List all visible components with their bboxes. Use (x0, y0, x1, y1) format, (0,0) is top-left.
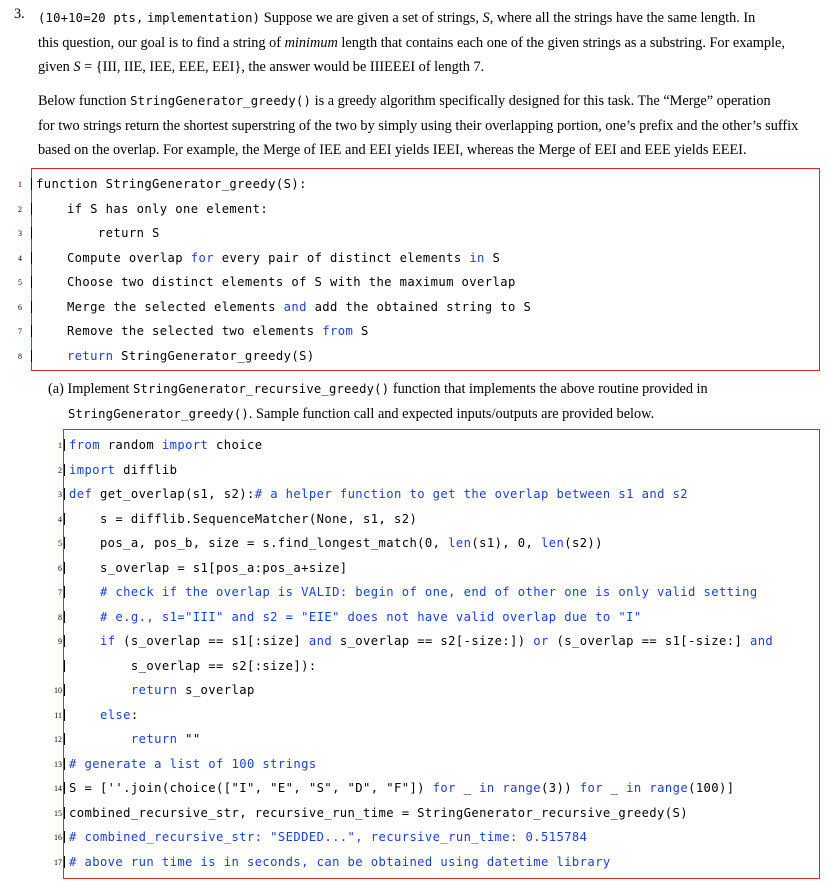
keyword-token: or (533, 634, 549, 648)
code-line (69, 682, 255, 698)
code-token (69, 708, 100, 722)
code-token: (100)] (688, 781, 735, 795)
part-a-text-3: . Sample function call and expected inputs/outputs are provided below. (248, 405, 655, 422)
code-line-number: 8 (58, 612, 62, 622)
keyword-token: for (432, 781, 456, 795)
code-gutter-rule (64, 513, 65, 525)
code-line-number: 1 (58, 441, 62, 450)
code-token: combined_recursive_str, recursive_run_time = StringGenerator_recursive_greedy(S) (69, 805, 688, 820)
keyword-token: from (322, 324, 354, 338)
func-name-inline: StringGenerator_greedy() (130, 94, 312, 108)
keyword-token: import (69, 462, 116, 477)
code-line-number: 14 (54, 784, 62, 793)
code-line-number: 2 (58, 465, 62, 475)
code-gutter-rule (64, 807, 65, 819)
comment-token: # generate a list of 100 strings (69, 756, 317, 771)
code-line (69, 854, 611, 870)
code-token (69, 610, 100, 624)
pseudocode-frame (31, 168, 820, 371)
pseudocode-gutter-rule (31, 301, 32, 313)
func-greedy-inline: StringGenerator_greedy() (68, 406, 249, 421)
comment-token: # above run time is in seconds, can be obtained using datetime library (69, 854, 611, 869)
code-token: S = [''.join(choice(["I", "E", "S", "D", "F"]) (69, 781, 433, 795)
pseudocode-line (36, 225, 160, 241)
pseudocode-gutter-rule (31, 350, 32, 362)
pseudocode-line-number: 4 (18, 253, 22, 263)
code-token (69, 732, 131, 746)
code-gutter-rule (64, 831, 65, 843)
intro-line2-b: length that contains each one of the given strings as a substring. For example, (337, 34, 785, 51)
question-points: (10+10=20 pts, (38, 11, 144, 25)
code-line-number: 16 (54, 833, 62, 842)
keyword-token: and (283, 299, 307, 314)
set-symbol-2: S (73, 59, 81, 75)
code-gutter-rule (64, 611, 65, 623)
code-line (69, 633, 773, 649)
code-line-number: 6 (58, 563, 62, 573)
part-a-text-1: Implement (67, 381, 133, 397)
pseudocode-line (36, 176, 307, 192)
pseudocode-gutter-rule (31, 227, 32, 239)
pseudocode-gutter-rule (31, 325, 32, 337)
p2-text-b: is a greedy algorithm specifically designed for this task. The “Merge” operation (311, 93, 771, 109)
code-token (69, 634, 100, 648)
code-line (69, 486, 688, 502)
code-line (69, 658, 317, 674)
part-a-text (48, 377, 818, 426)
func-recursive-inline: StringGenerator_recursive_greedy() (132, 382, 390, 396)
code-gutter-rule (64, 635, 65, 647)
code-line (69, 707, 139, 723)
pseudocode-gutter-rule (31, 252, 32, 264)
code-line-number: 9 (58, 637, 62, 646)
code-gutter-rule (64, 439, 65, 451)
keyword-token: range (502, 781, 542, 795)
pseudocode-line-number: 6 (18, 302, 22, 312)
code-token: (3)) (541, 781, 580, 795)
code-gutter-rule (64, 709, 65, 721)
keyword-token: and (749, 634, 774, 648)
keyword-token: range (649, 781, 689, 795)
code-token: : (130, 707, 139, 722)
code-token: function StringGenerator_greedy(S): (36, 177, 307, 191)
part-a-text-2: function that implements the above routine provided in (389, 381, 708, 397)
keyword-token: in (469, 250, 485, 265)
code-line-number: 15 (54, 808, 62, 818)
code-line-number: 10 (54, 686, 62, 695)
code-gutter-rule (64, 464, 65, 476)
code-gutter-rule (64, 782, 65, 794)
greedy-description (38, 89, 818, 163)
code-line-number: 4 (58, 514, 62, 524)
code-token: (s1), 0, (471, 536, 541, 550)
code-gutter-rule (64, 537, 65, 549)
intro-line3-a: given (38, 59, 74, 75)
keyword-token: and (308, 634, 333, 648)
code-token: _ (602, 781, 627, 795)
code-token: (s_overlap == s1[:size] (115, 634, 309, 648)
pseudocode-gutter-rule (31, 276, 32, 288)
code-gutter-rule (64, 856, 65, 868)
keyword-token: else (99, 707, 131, 722)
code-token: "" (177, 732, 201, 746)
code-token: get_overlap(s1, s2): (92, 487, 255, 501)
code-token: _ (455, 781, 480, 795)
code-token: Remove the selected two elements (36, 324, 323, 338)
intro-line2-a: this question, our goal is to find a string of (38, 34, 285, 51)
pseudocode-line-number: 3 (18, 229, 22, 238)
comment-token: # check if the overlap is VALID: begin of one, end of other one is only valid setting (99, 585, 758, 599)
code-token: difflib (115, 462, 178, 477)
code-token: if S has only one element: (36, 201, 269, 216)
keyword-token: if (99, 634, 116, 648)
code-line (69, 584, 758, 600)
intro-text-2: , where all the strings have the same length. In (489, 10, 756, 26)
pseudocode-gutter-rule (31, 178, 32, 190)
code-token: s_overlap (177, 683, 255, 697)
question-topic: implementation) (147, 11, 261, 25)
code-gutter-rule (64, 660, 65, 672)
code-line (69, 731, 201, 747)
question-intro (38, 6, 818, 80)
code-gutter-rule (64, 586, 65, 598)
code-gutter-rule (64, 733, 65, 745)
code-token: S (484, 250, 501, 265)
pseudocode-line (36, 348, 315, 364)
p2-text-a: Below function (38, 93, 131, 109)
code-token: (s2)) (564, 536, 603, 550)
code-token: s_overlap = s1[pos_a:pos_a+size] (69, 560, 348, 575)
question-number: 3. (14, 6, 25, 22)
code-line (69, 829, 587, 845)
code-token: add the obtained string to S (306, 299, 532, 314)
pseudocode-line-number: 1 (18, 180, 22, 189)
code-token: every pair of distinct elements (213, 250, 470, 265)
code-line (69, 437, 262, 453)
pseudocode-line (36, 323, 369, 339)
code-token: pos_a, pos_b, size = s.find_longest_match(0, (69, 536, 449, 550)
keyword-token: return (130, 683, 178, 697)
pseudocode-line-number: 7 (18, 327, 22, 336)
code-line-number: 7 (58, 588, 62, 597)
comment-token: # e.g., s1="III" and s2 = "EIE" does not have valid overlap due to "I" (99, 609, 642, 624)
code-line-number: 13 (54, 759, 62, 769)
pseudocode-line (36, 299, 531, 315)
code-gutter-rule (64, 562, 65, 574)
pseudocode-line-number: 2 (18, 204, 22, 214)
comment-token: # a helper function to get the overlap between s1 and s2 (254, 487, 689, 501)
code-token: Compute overlap (36, 250, 191, 265)
pseudocode-line (36, 201, 268, 217)
code-line-number: 5 (58, 539, 62, 548)
code-line (69, 756, 317, 772)
minimum-word: minimum (284, 34, 338, 51)
pseudocode-line-number: 5 (18, 278, 22, 287)
code-token: s_overlap == s2[-size:]) (332, 634, 534, 648)
set-symbol: S (482, 10, 490, 26)
code-line-number: 12 (54, 735, 62, 744)
code-token: S (353, 324, 369, 338)
code-token: s_overlap == s2[:size]): (69, 658, 317, 673)
code-token (36, 349, 67, 363)
code-token: random (99, 438, 162, 452)
comment-token: # combined_recursive_str: "SEDDED...", recursive_run_time: 0.515784 (69, 830, 588, 844)
code-line-number: 3 (58, 490, 62, 499)
part-a-label: (a) (48, 381, 64, 397)
p2-line2: for two strings return the shortest superstring of the two by simply using their overlapping portion, one’s prefix and the other’s suffix (38, 117, 799, 134)
code-token: Merge the selected elements (36, 299, 284, 314)
keyword-token: return (130, 732, 178, 746)
code-line (69, 609, 642, 625)
pseudocode-line-number: 8 (18, 351, 22, 361)
keyword-token: def (69, 487, 93, 501)
code-line (69, 511, 417, 527)
keyword-token: import (161, 438, 209, 452)
code-gutter-rule (64, 684, 65, 696)
pseudocode-line (36, 250, 500, 266)
pseudocode-gutter-rule (31, 203, 32, 215)
intro-line3-eq: = {III, IIE, IEE, EEE, EEI}, the answer would be IIIEEEI of length 7. (80, 59, 485, 75)
pseudocode-line (36, 274, 516, 290)
code-line (69, 462, 177, 478)
code-token: Choose two distinct elements of S with the maximum overlap (36, 275, 516, 289)
keyword-token: in (626, 781, 642, 795)
code-line-number: 11 (54, 710, 62, 720)
code-line-number: 17 (54, 857, 62, 867)
code-token: s = difflib.SequenceMatcher(None, s1, s2) (69, 511, 418, 526)
keyword-token: return (66, 348, 114, 363)
keyword-token: len (448, 536, 472, 550)
keyword-token: from (69, 438, 100, 452)
code-token: (s_overlap == s1[-size:] (548, 634, 750, 648)
code-line (69, 535, 603, 551)
keyword-token: len (541, 536, 565, 550)
code-gutter-rule (64, 758, 65, 770)
keyword-token: for (579, 781, 603, 795)
keyword-token: in (479, 781, 495, 795)
code-gutter-rule (64, 488, 65, 500)
code-token (69, 683, 131, 697)
keyword-token: for (190, 250, 214, 265)
p2-line3: based on the overlap. For example, the Merge of IEE and EEI yields IEEI, whereas the Merge of EEI and EEE yields EEEI. (38, 142, 747, 158)
code-token: choice (208, 438, 263, 452)
code-token: StringGenerator_greedy(S) (113, 348, 315, 363)
code-line (69, 560, 348, 576)
intro-text-1: Suppose we are given a set of strings, (263, 10, 483, 26)
code-line (69, 805, 688, 821)
code-token (69, 585, 100, 599)
code-token: return S (36, 226, 160, 240)
code-line (69, 780, 735, 796)
